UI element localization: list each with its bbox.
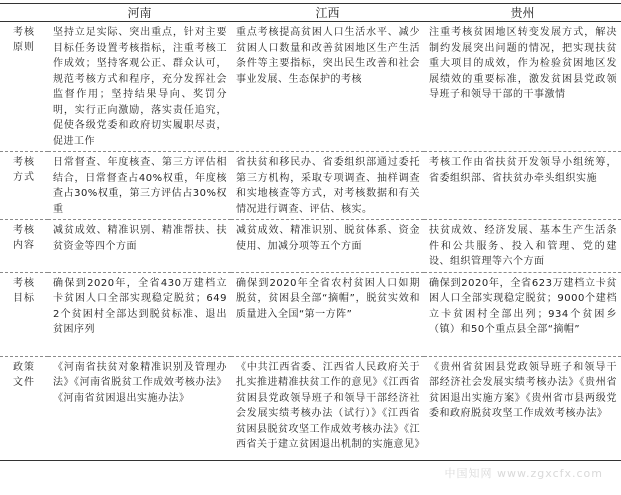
cell-jiangxi-content: 减贫成效、精准识别、脱贫体系、资金使用、加减分项等五个方面 (231, 220, 424, 273)
column-header-jiangxi: 江西 (231, 4, 424, 22)
cell-henan-principles: 坚持立足实际、突出重点，针对主要目标任务设置考核指标，注重考核工作成效；坚持客观公正、群众认可，规范考核方式和程序，充分发挥社会监督作用；坚持结果导向、奖罚分明，实行正向激励，落实责任追究，促使各级党委和政府切实履职尽责，促进工作 (53, 27, 227, 147)
corner-header-cell (0, 4, 48, 22)
row-header-policy-documents: 政策 文件 (0, 356, 48, 460)
cell-henan-policy-documents: 《河南省扶贫对象精准识别及管理办法》《河南省脱贫工作成效考核办法》《河南省贫困退出实施办法》 (48, 356, 231, 460)
cell-jiangxi-methods: 省扶贫和移民办、省委组织部通过委托第三方机构，采取专项调查、抽样调查和实地核查等方式，对考核数据和有关情况进行调查、评估、核实。 (231, 152, 424, 220)
table-row-targets (0, 272, 621, 356)
cell-henan-targets: 确保到2020年，全省430万建档立卡贫困人口全部实现稳定脱贫；6492个贫困村全部达到脱贫标准、退出贫困序列 (48, 272, 231, 356)
watermark: 中国知网 www.zgxcfx.com (444, 467, 603, 480)
row-header-methods: 考核 方式 (0, 152, 48, 220)
cell-jiangxi-policy-documents: 《中共江西省委、江西省人民政府关于扎实推进精准扶贫工作的意见》《江西省贫困县党政领导班子和领导干部经济社会发展实绩考核办法（试行）》《江西省贫困县脱贫攻坚工作成效考核办法》《江西省关于建立贫困退出机制的实施意见》 (231, 356, 424, 460)
comparison-table (0, 3, 621, 461)
table-row-content (0, 220, 621, 273)
cell-guizhou-content: 扶贫成效、经济发展、基本生产生活条件和公共服务、投入和管理、党的建设、组织管理等六个方面 (424, 220, 621, 273)
table-row-methods (0, 152, 621, 220)
cell-jiangxi-targets: 确保到2020年全省农村贫困人口如期脱贫，贫困县全部“摘帽”，脱贫实效和质量进入全国“第一方阵” (231, 272, 424, 356)
table-header-row (0, 4, 621, 22)
table-row-principles (0, 22, 621, 152)
cell-jiangxi-principles: 重点考核提高贫困人口生活水平、减少贫困人口数量和改善贫困地区生产生活条件等主要指标，突出民生改善和社会事业发展、生态保护的考核 (236, 27, 420, 85)
table-row-policy-documents (0, 356, 621, 460)
column-header-henan: 河南 (48, 4, 231, 22)
cell-henan-content: 减贫成效、精准识别、精准帮扶、扶贫资金等四个方面 (48, 220, 231, 273)
column-header-guizhou: 贵州 (424, 4, 621, 22)
row-header-content: 考核 内容 (0, 220, 48, 273)
cell-guizhou-methods: 考核工作由省扶贫开发领导小组统筹，省委组织部、省扶贫办牵头组织实施 (424, 152, 621, 220)
cell-guizhou-targets: 确保到2020年，全省623万建档立卡贫困人口全部实现稳定脱贫；9000个建档立卡贫困村全部出列；934个贫困乡（镇）和50个重点县全部“摘帽” (424, 272, 621, 356)
cell-guizhou-principles: 注重考核贫困地区转变发展方式，解决制约发展突出问题的情况，把实现扶贫重大项目的成效，作为检验贫困地区发展绩效的重要标准，激发贫困县党政领导班子和领导干部的干事激情 (429, 27, 617, 100)
cell-guizhou-policy-documents: 《贵州省贫困县党政领导班子和领导干部经济社会发展实绩考核办法》《贵州省贫困退出实施方案》《贵州省市县两级党委和政府脱贫攻坚工作成效考核办法》 (424, 356, 621, 460)
cell-henan-methods: 日常督查、年度核查、第三方评估相结合，日常督查占40%权重，年度核查占30%权重，第三方评估占30%权重 (48, 152, 231, 220)
row-header-principles: 考核 原则 (13, 27, 35, 53)
row-header-targets: 考核 目标 (0, 272, 48, 356)
